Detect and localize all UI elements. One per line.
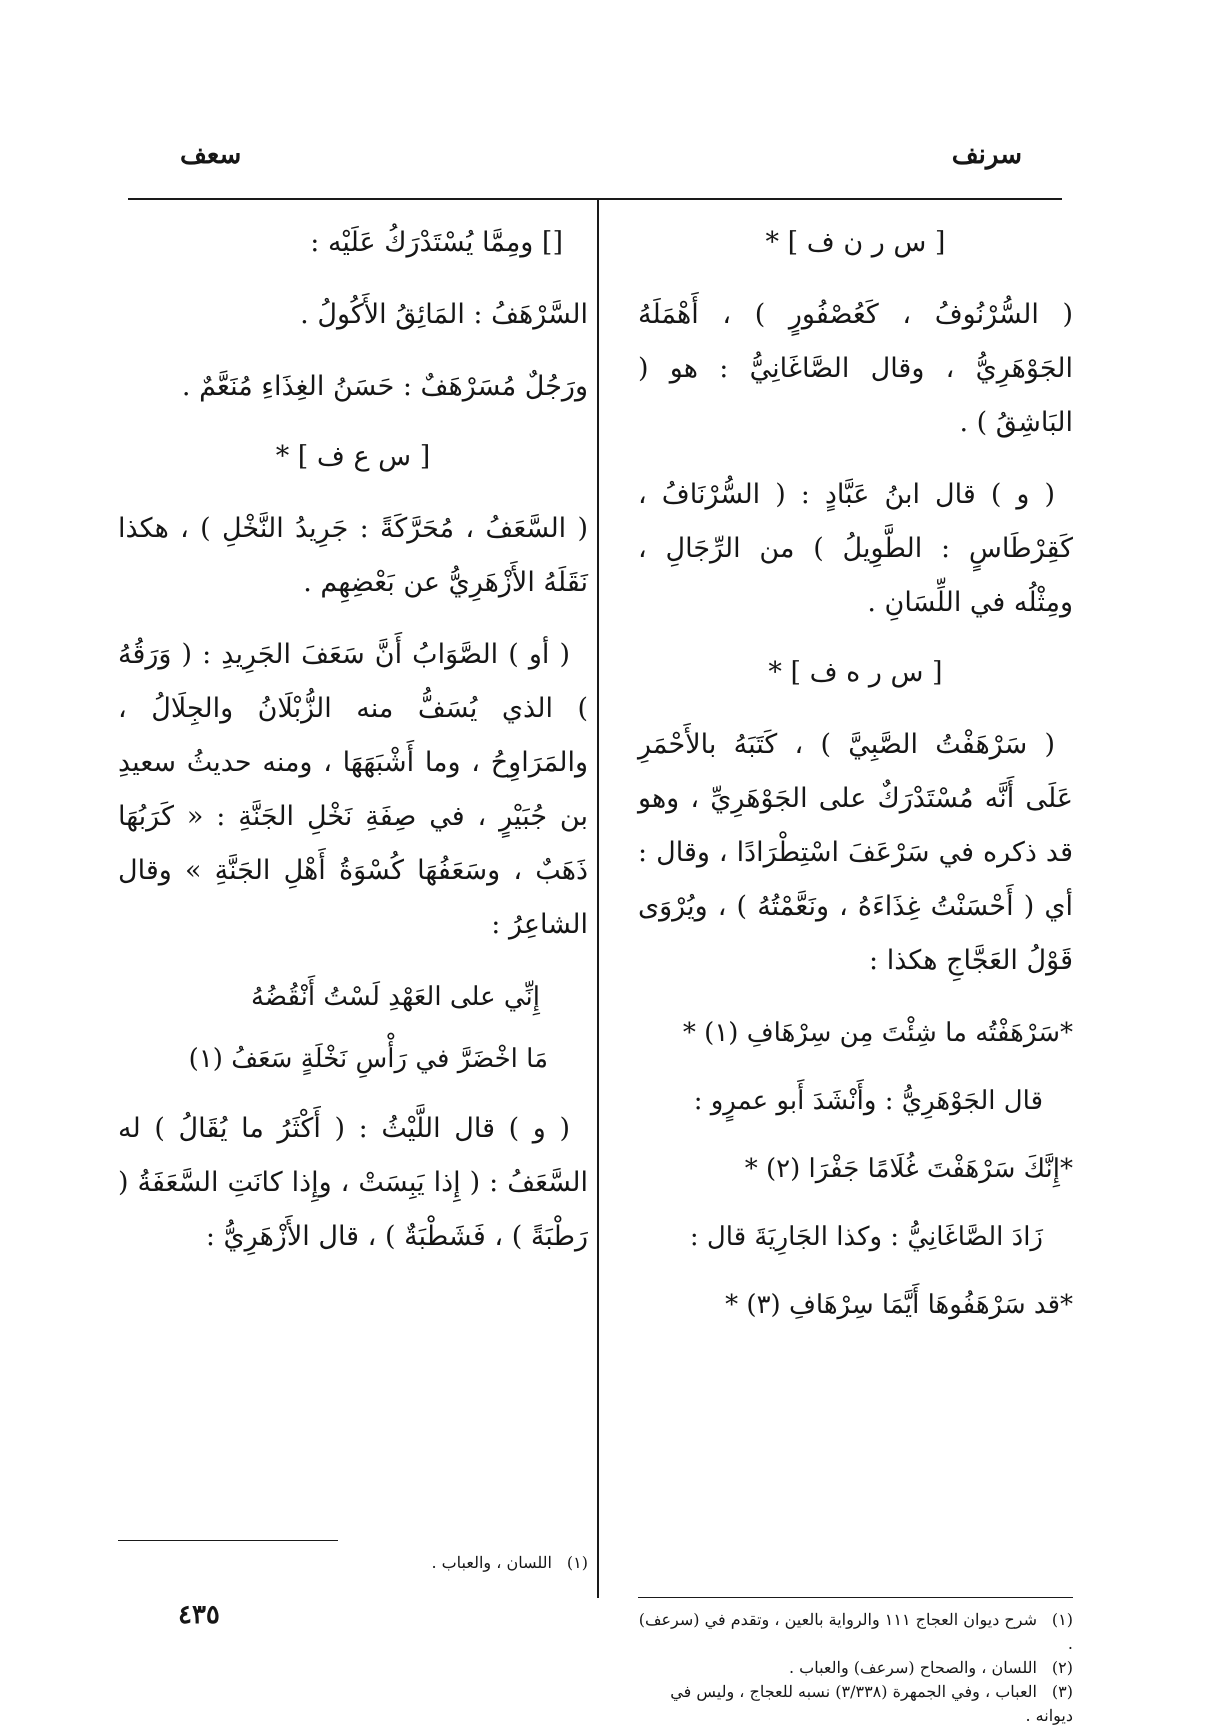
footnote-number: (٢) [1051, 1658, 1073, 1677]
paragraph: ( السَّعَفُ ، مُحَرَّكَةً : جَرِيدُ النَّخْلِ ) ، هكذا نَقَلَهُ الأَزْهَرِيُّ عن بَعْضِهِم . [118, 513, 588, 598]
entry-heading-srhf: [ س ر ه ف ] * [768, 657, 943, 688]
header-rule [128, 198, 1062, 200]
page-number: ٤٣٥ [178, 1600, 220, 1630]
verse-line: *إِنَّكَ سَرْهَفْتَ غُلَامًا جَفْرَا (٢) * [744, 1154, 1073, 1184]
footnote-number: (٣) [1051, 1682, 1073, 1701]
paragraph: ( سَرْهَفْتُ الصَّبِيَّ ) ، كَتَبَهُ بالأَحْمَرِ عَلَى أَنَّه مُسْتَدْرَكٌ على الجَوْهَرِيِّ ، وهو قد ذكره في سَرْعَفَ اسْتِطْرَادًا ، وقال : أي ( أَحْسَنْتُ غِذَاءَهُ ، ونَعَّمْتُهُ ) ، ويُرْوَى قَوْلُ العَجَّاجِ هكذا : [638, 729, 1073, 976]
footnote-text: العباب ، وفي الجمهرة (٣/٣٣٨) نسبه للعجاج ، وليس في ديوانه . [670, 1682, 1073, 1725]
footnote-rule [638, 1597, 1073, 1598]
paragraph: ( السُّرْنُوفُ ، كَعُصْفُورٍ ) ، أَهْمَلَهُ الجَوْهَرِيُّ ، وقال الصَّاغَانِيُّ : هو ( البَاشِقُ ) . [638, 299, 1073, 438]
paragraph: زَادَ الصَّاغَانِيُّ : وكذا الجَارِيَةَ قال : [689, 1222, 1043, 1252]
footnote-text: اللسان ، والصحاح (سرعف) والعباب . [788, 1658, 1037, 1677]
entry-heading-saf: [ س ع ف ] * [275, 441, 431, 472]
footnote [638, 1608, 1073, 1656]
running-head-left: سعف [180, 140, 242, 170]
right-footnotes [638, 1587, 1073, 1728]
verse-line: *قد سَرْهَفُوهَا أَيَّمَا سِرْهَافِ (٣) * [725, 1290, 1073, 1320]
paragraph: ( و ) قال اللَّيْثُ : ( أَكْثَرُ ما يُقَالُ ) له السَّعَفُ : ( إِذا يَبِسَتْ ، وإِذا كانَتِ السَّعَفَةُ ( رَطْبَةً ) ، فَشَطْبَةٌ ) ، قال الأَزْهَرِيُّ : [118, 1113, 588, 1252]
running-head-right: سرنف [951, 140, 1022, 170]
column-divider [597, 198, 599, 1598]
supplement-heading: [] ومِمَّا يُسْتَدْرَكُ عَلَيْه : [310, 227, 563, 258]
paragraph: ( و ) قال ابنُ عَبَّادٍ : ( السُّرْنَافُ ، كَقِرْطَاسٍ : الطَّوِيلُ ) من الرِّجَالِ ، ومِثْلُه في اللِّسَانِ . [638, 479, 1073, 618]
footnote [118, 1551, 588, 1575]
paragraph: ( أو ) الصَّوَابُ أَنَّ سَعَفَ الجَرِيدِ : ( وَرَقُهُ ) الذي يُسَفُّ منه الزُّبْلَانُ والجِلَالُ ، والمَرَاوِحُ ، وما أَشْبَهَهَا ، ومنه حديثُ سعيدِ بن جُبَيْرٍ ، في صِفَةِ نَخْلِ الجَنَّةِ : « كَرَبُهَا ذَهَبٌ ، وسَعَفُهَا كُسْوَةُ أَهْلِ الجَنَّةِ » وقال الشاعِرُ : [118, 639, 588, 940]
paragraph: ورَجُلٌ مُسَرْهَفٌ : حَسَنُ الغِذَاءِ مُنَعَّمٌ . [181, 371, 588, 402]
footnote-rule [118, 1540, 338, 1541]
left-column [118, 208, 588, 1282]
footnote [638, 1656, 1073, 1680]
footnote-text: اللسان ، والعباب . [431, 1553, 552, 1572]
left-footnotes [118, 1530, 588, 1575]
paragraph: قال الجَوْهَرِيُّ : وأَنْشَدَ أَبو عمرٍو : [693, 1086, 1043, 1116]
right-column [638, 208, 1073, 1346]
footnote-text: شرح ديوان العجاج ١١١ والرواية بالعين ، وتقدم في (سرعف) . [638, 1610, 1073, 1653]
verse-line: مَا اخْضَرَّ في رَأْسِ نَخْلَةٍ سَعَفُ (١) [188, 1044, 548, 1074]
footnote-number: (١) [566, 1553, 588, 1572]
footnote-number: (١) [1051, 1610, 1073, 1629]
verse-line: إِنِّي على العَهْدِ لَسْتُ أَنْقُضُهُ [250, 982, 540, 1012]
entry-heading-srnf: [ س ر ن ف ] * [765, 227, 946, 258]
verse-line: *سَرْهَفْتُه ما شِئْتَ مِن سِرْهَافِ (١) * [682, 1018, 1073, 1048]
footnote [638, 1680, 1073, 1728]
paragraph: السَّرْهَفُ : المَائِقُ الأَكُولُ . [300, 299, 588, 330]
